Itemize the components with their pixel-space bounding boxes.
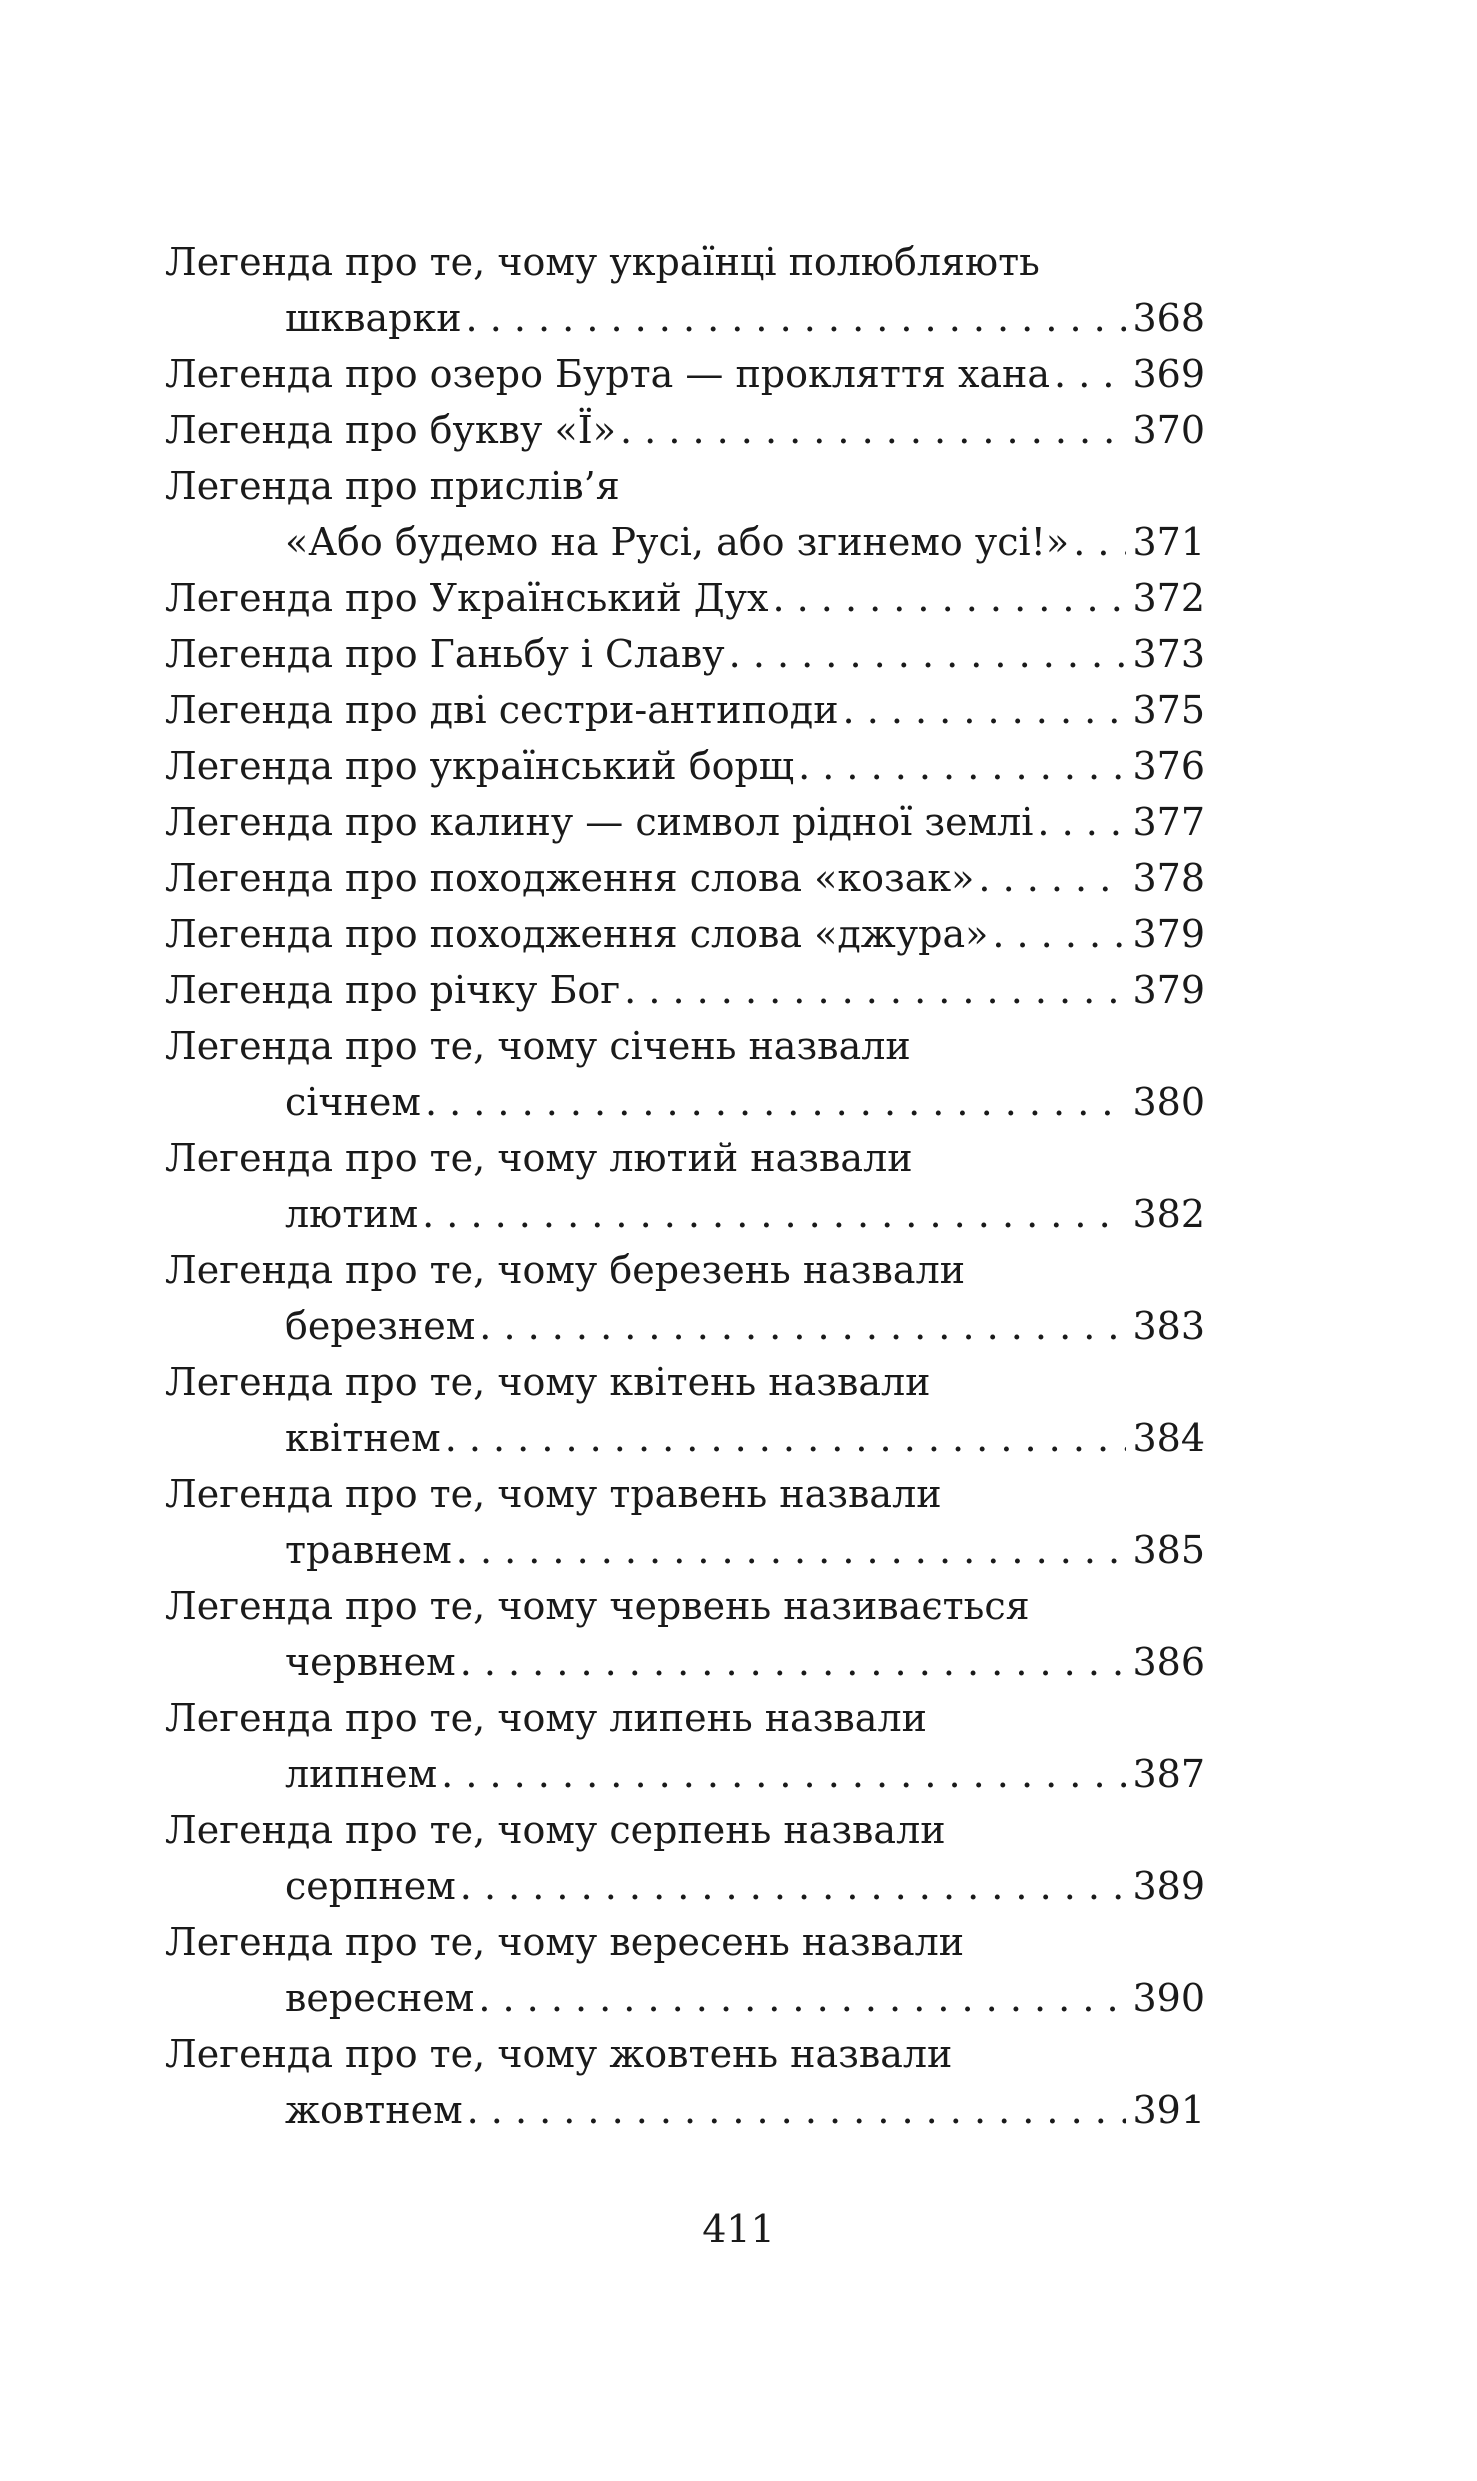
toc-entry-page: 387 (1132, 1752, 1205, 1796)
toc-entry-page: 373 (1132, 632, 1205, 676)
toc-entry-title-continued: січнем (285, 1080, 421, 1124)
toc-entry-line (165, 1793, 1205, 1852)
toc-entry-line (165, 449, 1205, 508)
dot-leader (467, 2091, 1127, 2129)
dot-leader (772, 579, 1126, 617)
toc-entry-title-continued: червнем (285, 1640, 456, 1684)
toc-entry[interactable] (165, 337, 1205, 396)
toc-entry-page: 391 (1132, 2088, 1205, 2132)
toc-entry-page: 377 (1132, 800, 1205, 844)
toc-entry[interactable] (165, 393, 1205, 452)
toc-entry-line (165, 841, 1205, 900)
toc-entry-page: 386 (1132, 1640, 1205, 1684)
toc-entry[interactable] (165, 1009, 1205, 1124)
toc-entry-title: Легенда про те, чому липень назвали (165, 1696, 927, 1740)
dot-leader (843, 691, 1127, 729)
table-of-contents (165, 225, 1205, 2132)
toc-entry-title: Легенда про калину — символ рідної землі (165, 800, 1034, 844)
toc-entry-line-continued (165, 1625, 1205, 1684)
dot-leader (1037, 803, 1126, 841)
toc-entry-title: Легенда про те, чому жовтень назвали (165, 2032, 953, 2076)
toc-entry[interactable] (165, 841, 1205, 900)
toc-entry-page: 368 (1132, 296, 1205, 340)
toc-entry-title: Легенда про те, чому лютий назвали (165, 1136, 913, 1180)
toc-entry-line (165, 1345, 1205, 1404)
toc-entry-title-continued: шкварки (285, 296, 462, 340)
toc-entry-line (165, 1905, 1205, 1964)
toc-entry-line-continued (165, 2073, 1205, 2132)
toc-entry[interactable] (165, 561, 1205, 620)
toc-entry-title: Легенда про Український Дух (165, 576, 769, 620)
toc-entry[interactable] (165, 1681, 1205, 1796)
toc-entry[interactable] (165, 897, 1205, 956)
toc-entry-page: 380 (1132, 1080, 1205, 1124)
toc-entry-line (165, 1009, 1205, 1068)
toc-entry-line (165, 617, 1205, 676)
toc-entry-page: 369 (1132, 352, 1205, 396)
toc-entry[interactable] (165, 2017, 1205, 2132)
toc-entry[interactable] (165, 673, 1205, 732)
dot-leader (478, 1979, 1126, 2017)
dot-leader (445, 1419, 1127, 1457)
toc-entry-line-continued (165, 281, 1205, 340)
toc-entry[interactable] (165, 225, 1205, 340)
toc-entry-title: Легенда про те, чому українці полюбляють (165, 240, 1040, 284)
toc-entry-line-continued (165, 1961, 1205, 2020)
dot-leader (466, 299, 1127, 337)
toc-entry-line (165, 785, 1205, 844)
toc-entry-page: 372 (1132, 576, 1205, 620)
toc-entry-page: 383 (1132, 1304, 1205, 1348)
toc-entry-page: 379 (1132, 912, 1205, 956)
toc-entry-title: Легенда про дві сестри-антиподи (165, 688, 839, 732)
toc-entry-title: Легенда про те, чому квітень назвали (165, 1360, 931, 1404)
toc-entry-title: Легенда про букву «Ї» (165, 408, 616, 452)
toc-entry-page: 370 (1132, 408, 1205, 452)
toc-entry-title: Легенда про український борщ (165, 744, 795, 788)
dot-leader (425, 1083, 1127, 1121)
toc-entry-title: Легенда про озеро Бурта — прокляття хана (165, 352, 1051, 396)
toc-entry-line-continued (165, 1289, 1205, 1348)
toc-entry-page: 385 (1132, 1528, 1205, 1572)
toc-entry-line-continued (165, 1401, 1205, 1460)
toc-entry-title-continued: березнем (285, 1304, 476, 1348)
toc-entry-line (165, 729, 1205, 788)
toc-entry-page: 390 (1132, 1976, 1205, 2020)
toc-entry[interactable] (165, 1905, 1205, 2020)
toc-entry-line (165, 1681, 1205, 1740)
toc-entry-line-continued (165, 1849, 1205, 1908)
toc-entry[interactable] (165, 729, 1205, 788)
toc-entry-page: 384 (1132, 1416, 1205, 1460)
toc-entry-page: 378 (1132, 856, 1205, 900)
dot-leader (460, 1643, 1127, 1681)
dot-leader (798, 747, 1126, 785)
toc-entry[interactable] (165, 785, 1205, 844)
toc-entry-line-continued (165, 1513, 1205, 1572)
dot-leader (624, 971, 1126, 1009)
toc-entry-title: Легенда про те, чому червень називається (165, 1584, 1030, 1628)
toc-entry-line (165, 337, 1205, 396)
toc-entry-line (165, 1569, 1205, 1628)
toc-entry[interactable] (165, 1233, 1205, 1348)
dot-leader (620, 411, 1126, 449)
toc-entry-title-continued: лютим (285, 1192, 419, 1236)
dot-leader (978, 859, 1126, 897)
toc-entry-title-continued: вереснем (285, 1976, 475, 2020)
toc-entry[interactable] (165, 953, 1205, 1012)
toc-entry-title: Легенда про річку Бог (165, 968, 621, 1012)
toc-entry-title-continued: травнем (285, 1528, 452, 1572)
dot-leader (456, 1531, 1127, 1569)
toc-entry[interactable] (165, 1345, 1205, 1460)
toc-entry-line-continued (165, 1065, 1205, 1124)
dot-leader (1073, 523, 1126, 561)
toc-entry-line (165, 2017, 1205, 2076)
toc-entry-title: Легенда про те, чому вересень назвали (165, 1920, 965, 1964)
toc-entry-page: 389 (1132, 1864, 1205, 1908)
toc-entry-line (165, 225, 1205, 284)
toc-entry-line (165, 673, 1205, 732)
toc-entry-title: Легенда про прислів’я (165, 464, 620, 508)
toc-entry-line (165, 393, 1205, 452)
toc-entry-line (165, 1457, 1205, 1516)
dot-leader (992, 915, 1126, 953)
toc-entry-page: 382 (1132, 1192, 1205, 1236)
toc-entry[interactable] (165, 1121, 1205, 1236)
toc-entry[interactable] (165, 1793, 1205, 1908)
dot-leader (479, 1307, 1126, 1345)
page-number: 411 (702, 2207, 775, 2251)
toc-entry-title-continued: «Або будемо на Русі, або згинемо усі!» (285, 520, 1070, 564)
toc-entry-title: Легенда про походження слова «джура» (165, 912, 989, 956)
toc-entry[interactable] (165, 1569, 1205, 1684)
toc-entry[interactable] (165, 617, 1205, 676)
toc-entry-line (165, 1233, 1205, 1292)
toc-entry-line-continued (165, 505, 1205, 564)
toc-entry-title-continued: липнем (285, 1752, 438, 1796)
toc-entry-title-continued: серпнем (285, 1864, 456, 1908)
dot-leader (1054, 355, 1126, 393)
toc-entry-title: Легенда про те, чому березень назвали (165, 1248, 966, 1292)
toc-entry-page: 379 (1132, 968, 1205, 1012)
dot-leader (441, 1755, 1126, 1793)
dot-leader (460, 1867, 1127, 1905)
toc-entry-title: Легенда про Ганьбу і Славу (165, 632, 725, 676)
toc-entry-line (165, 561, 1205, 620)
toc-entry-title-continued: квітнем (285, 1416, 441, 1460)
toc-entry[interactable] (165, 1457, 1205, 1572)
toc-entry-line (165, 1121, 1205, 1180)
toc-entry-title: Легенда про те, чому серпень назвали (165, 1808, 946, 1852)
dot-leader (422, 1195, 1126, 1233)
toc-entry-title-continued: жовтнем (285, 2088, 463, 2132)
toc-entry[interactable] (165, 449, 1205, 564)
toc-entry-title: Легенда про походження слова «козак» (165, 856, 975, 900)
toc-entry-line (165, 953, 1205, 1012)
toc-entry-page: 376 (1132, 744, 1205, 788)
dot-leader (729, 635, 1127, 673)
toc-entry-line-continued (165, 1177, 1205, 1236)
toc-entry-line (165, 897, 1205, 956)
toc-entry-title: Легенда про те, чому травень назвали (165, 1472, 942, 1516)
toc-entry-page: 371 (1132, 520, 1205, 564)
toc-entry-line-continued (165, 1737, 1205, 1796)
toc-entry-page: 375 (1132, 688, 1205, 732)
toc-entry-title: Легенда про те, чому січень назвали (165, 1024, 911, 1068)
